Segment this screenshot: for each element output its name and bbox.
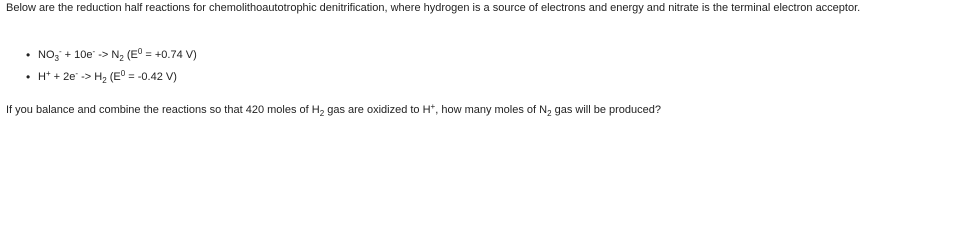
- bullet-icon: •: [26, 48, 31, 62]
- intro-text: Below are the reduction half reactions for chemolithoautotrophic denitrification, where hydrogen is a source of electrons and energy and nitrate is the terminal electron acceptor.: [6, 2, 861, 14]
- bullet-icon: •: [26, 70, 31, 84]
- reaction-equation-nitrate: $NO_3^- + 10e^- -> N_2$ ($E^0 = +0.74$ V): [38, 47, 197, 63]
- reaction-equation-hydrogen: $H^+ + 2e^- -> H_2$ ($E^0 = -0.42$ V): [38, 69, 177, 85]
- question-text: If you balance and combine the reactions so that 420 moles of $H_2$ gas are oxidized to H+, how many moles of $N_2$ gas will be produced?: [6, 102, 662, 118]
